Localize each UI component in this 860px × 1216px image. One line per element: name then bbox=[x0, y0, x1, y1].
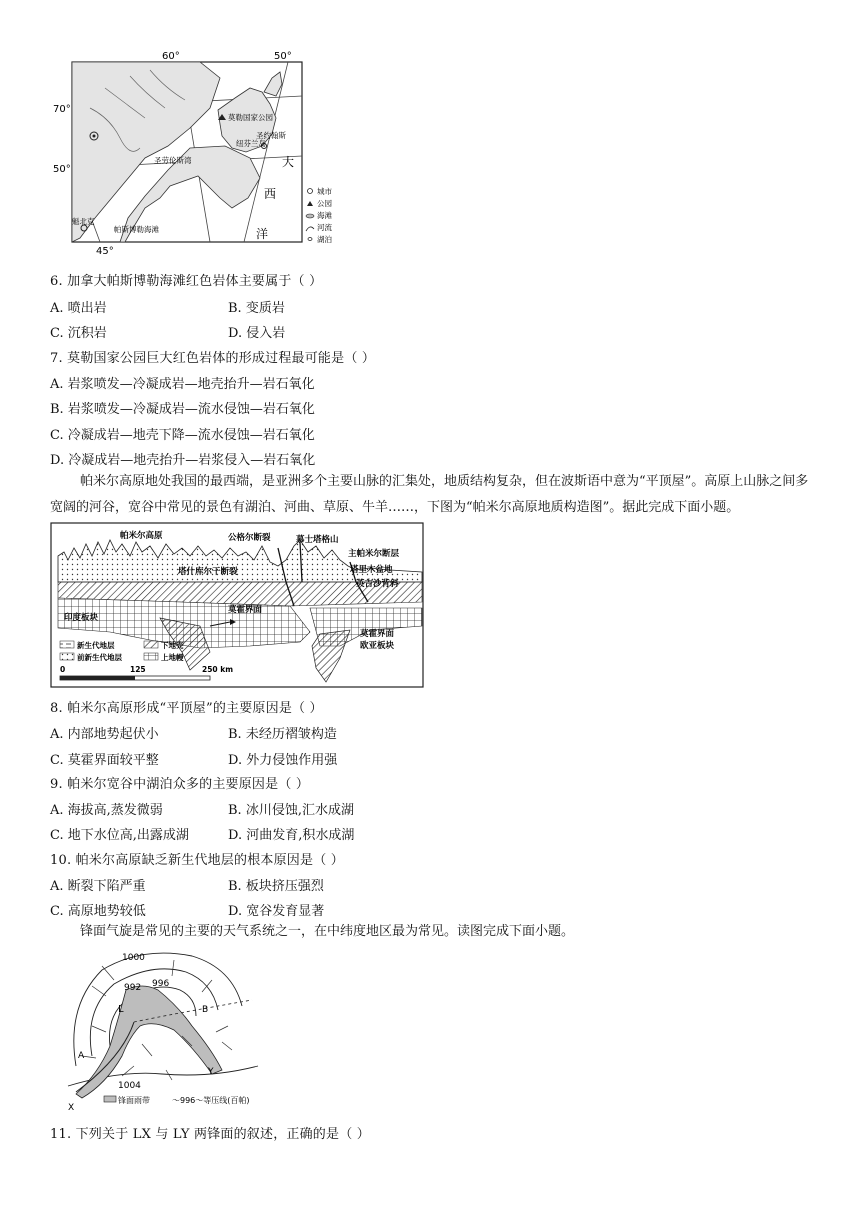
point-a: A bbox=[78, 1051, 85, 1061]
pamir-svg bbox=[50, 522, 424, 688]
passage-cyclone-text: 锋面气旋是常见的主要的天气系统之一，在中纬度地区最为常见。读图完成下面小题。 bbox=[80, 924, 575, 939]
gulf-label: 圣劳伦斯湾 bbox=[154, 156, 192, 165]
q8-option-c[interactable]: C. 莫霍界面较平整 bbox=[50, 753, 159, 768]
question-7-stem: 7. 莫勒国家公园巨大红色岩体的形成过程最可能是（ ） bbox=[50, 351, 376, 366]
scale-125: 125 bbox=[130, 665, 146, 674]
scale-0: 0 bbox=[60, 665, 66, 674]
lon-label-60: 60° bbox=[162, 51, 180, 62]
lon-label-45: 45° bbox=[96, 246, 114, 257]
label-muztagh: 慕士塔格山 bbox=[296, 535, 339, 545]
q6-option-c[interactable]: C. 沉积岩 bbox=[50, 326, 107, 341]
legend-city: 城市 bbox=[317, 187, 332, 196]
map-figure bbox=[50, 48, 350, 258]
isobar-1000: 1000 bbox=[122, 953, 145, 963]
q10-option-d[interactable]: D. 宽谷发育显著 bbox=[228, 904, 325, 919]
q8-option-d[interactable]: D. 外力侵蚀作用强 bbox=[228, 753, 338, 768]
lat-label-70: 70° bbox=[53, 104, 71, 115]
q10-option-a[interactable]: A. 断裂下陷严重 bbox=[50, 879, 146, 894]
atlantic-label-1: 大 bbox=[282, 155, 295, 169]
legend-pre-cenozoic: 前新生代地层 bbox=[77, 653, 122, 662]
q7-option-d[interactable]: D. 冷凝成岩—地壳抬升—岩浆侵入—岩石氧化 bbox=[50, 453, 316, 468]
q7-option-c[interactable]: C. 冷凝成岩—地壳下降—流水侵蚀—岩石氧化 bbox=[50, 428, 315, 443]
q6-option-b[interactable]: B. 变质岩 bbox=[228, 301, 285, 316]
isobar-1004: 1004 bbox=[118, 1081, 141, 1091]
q10-option-c[interactable]: C. 高原地势较低 bbox=[50, 904, 146, 919]
legend-park: 公园 bbox=[317, 199, 332, 208]
passage-cyclone bbox=[50, 919, 810, 945]
legend-rain-band: 锋面雨带 bbox=[118, 1096, 150, 1105]
point-l: L bbox=[118, 1004, 124, 1015]
legend-lake: 湖泊 bbox=[317, 235, 332, 244]
label-moho-2: 莫霍界面 bbox=[360, 629, 395, 639]
point-b: B bbox=[202, 1005, 209, 1015]
q8-option-a[interactable]: A. 内部地势起伏小 bbox=[50, 727, 159, 742]
q7-option-a[interactable]: A. 岩浆喷发—冷凝成岩—地壳抬升—岩石氧化 bbox=[50, 377, 315, 392]
label-tashkurgan-fault: 塔什库尔干断裂 bbox=[178, 567, 238, 577]
legend-lower-crust: 下地壳 bbox=[161, 641, 184, 650]
cyclone-svg bbox=[62, 946, 302, 1112]
q6-option-a[interactable]: A. 喷出岩 bbox=[50, 301, 107, 316]
label-moho-1: 莫霍界面 bbox=[228, 605, 263, 615]
legend-cenozoic: 新生代地层 bbox=[77, 641, 115, 650]
q9-option-b[interactable]: B. 冰川侵蚀,汇水成湖 bbox=[228, 803, 354, 818]
parrsboro-label: 帕斯博勒海滩 bbox=[114, 225, 159, 234]
stjohns-label: 圣约翰斯 bbox=[256, 131, 286, 140]
quebec-label: 魁北克 bbox=[72, 217, 95, 226]
question-11-stem: 11. 下列关于 LX 与 LY 两锋面的叙述，正确的是（ ） bbox=[50, 1127, 370, 1142]
isobar-992: 992 bbox=[124, 983, 142, 993]
label-main-fault: 主帕米尔断层 bbox=[348, 549, 400, 559]
q9-option-c[interactable]: C. 地下水位高,出露成湖 bbox=[50, 828, 189, 843]
legend-isobar: ～996～等压线(百帕) bbox=[172, 1096, 250, 1105]
q9-option-d[interactable]: D. 河曲发育,积水成湖 bbox=[228, 828, 355, 843]
lon-label-50: 50° bbox=[274, 51, 292, 62]
gros-morne-label: 莫勒国家公园 bbox=[228, 113, 273, 122]
legend-river: 河流 bbox=[317, 223, 332, 232]
label-kongur-fault: 公格尔断裂 bbox=[228, 533, 271, 543]
q10-option-b[interactable]: B. 板块挤压强烈 bbox=[228, 879, 324, 894]
q8-option-b[interactable]: B. 未经历褶皱构造 bbox=[228, 727, 337, 742]
label-eurasia-plate: 欧亚板块 bbox=[360, 641, 395, 651]
atlantic-label-3: 洋 bbox=[256, 227, 269, 241]
question-10-stem: 10. 帕米尔高原缺乏新生代地层的根本原因是（ ） bbox=[50, 853, 344, 868]
atlantic-label-2: 西 bbox=[264, 187, 277, 201]
cyclone-figure bbox=[62, 946, 302, 1112]
point-x: X bbox=[68, 1103, 75, 1112]
q7-option-b[interactable]: B. 岩浆喷发—冷凝成岩—流水侵蚀—岩石氧化 bbox=[50, 402, 315, 417]
question-6-stem: 6. 加拿大帕斯博勒海滩红色岩体主要属于（ ） bbox=[50, 274, 323, 289]
legend-upper-mantle: 上地幔 bbox=[161, 653, 184, 662]
passage-pamir bbox=[50, 469, 810, 521]
map-svg bbox=[50, 48, 350, 258]
passage-pamir-text: 帕米尔高原地处我国的最西端，是亚洲多个主要山脉的汇集处，地质结构复杂，但在波斯语中意为“平顶屋”。高原上山脉之间多宽阔的河谷，宽谷中常见的景色有湖泊、河曲、草原、牛羊……，下图为“帕米尔高原地质构造图”。据此完成下面小题。 bbox=[50, 474, 809, 515]
label-pamir: 帕米尔高原 bbox=[120, 531, 163, 541]
label-tarim: 塔里木盆地 bbox=[350, 565, 393, 575]
question-8-stem: 8. 帕米尔高原形成“平顶屋”的主要原因是（ ） bbox=[50, 701, 323, 716]
label-india-plate: 印度板块 bbox=[64, 613, 99, 623]
label-yingjisha: 英吉沙背斜 bbox=[356, 579, 399, 589]
q6-option-d[interactable]: D. 侵入岩 bbox=[228, 326, 286, 341]
pamir-geology-figure bbox=[50, 522, 424, 688]
q9-option-a[interactable]: A. 海拔高,蒸发微弱 bbox=[50, 803, 163, 818]
lat-label-50: 50° bbox=[53, 164, 71, 175]
legend-beach: 海滩 bbox=[317, 211, 332, 220]
scale-250: 250 km bbox=[202, 665, 234, 674]
newfoundland-label: 纽芬兰岛 bbox=[236, 139, 266, 148]
isobar-996: 996 bbox=[152, 979, 170, 989]
question-9-stem: 9. 帕米尔宽谷中湖泊众多的主要原因是（ ） bbox=[50, 777, 310, 792]
point-y: Y bbox=[208, 1067, 214, 1077]
